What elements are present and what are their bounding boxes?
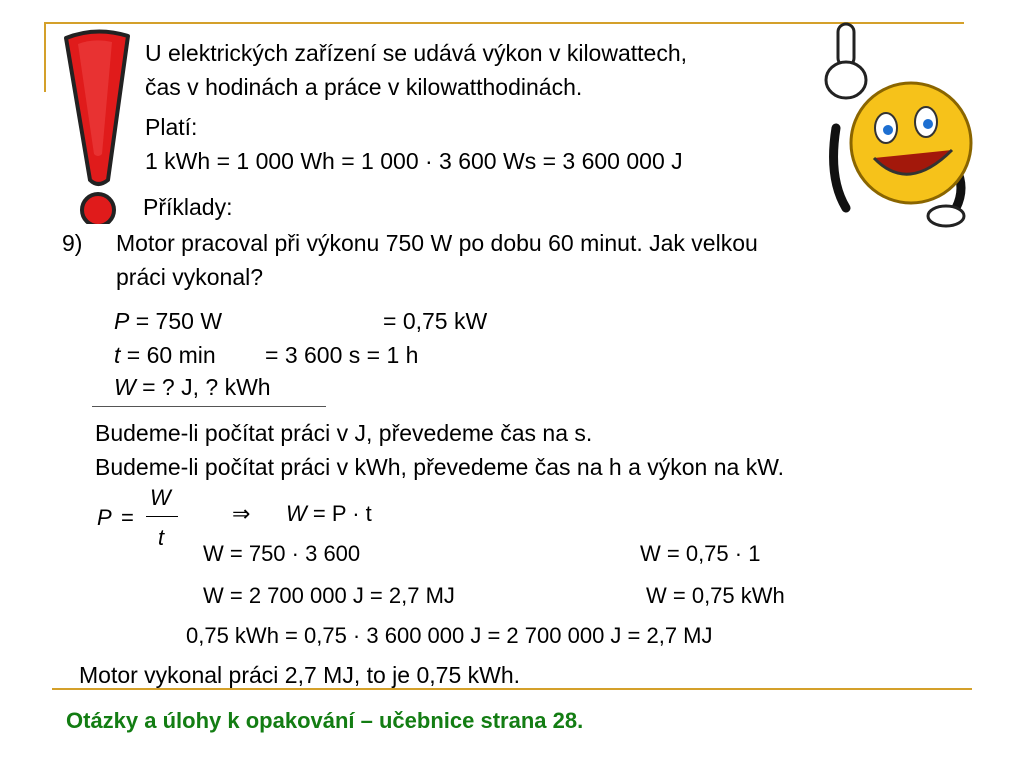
plati-label: Platí:	[145, 114, 198, 140]
given-t-conversion: = 3 600 s = 1 h	[265, 342, 419, 368]
formula-numerator: W	[150, 485, 171, 510]
footer-text: Otázky a úlohy k opakování – učebnice strana 28.	[66, 708, 584, 733]
answer: Motor vykonal práci 2,7 MJ, to je 0,75 kWh.	[79, 662, 521, 688]
note-line-2: Budeme-li počítat práci v kWh, převedeme čas na h a výkon na kW.	[95, 454, 785, 480]
given-t-value: = 60 min	[120, 342, 216, 368]
given-p-value: = 750 W	[135, 308, 223, 334]
fraction-bar	[146, 516, 178, 517]
given-w-row	[114, 374, 271, 400]
formula-result	[286, 502, 372, 526]
examples-heading: Příklady:	[143, 194, 233, 220]
left-rule	[44, 22, 46, 92]
given-w-var: W	[114, 374, 136, 400]
formula-p: P	[97, 505, 112, 530]
calc-joule-2: W = 2 700 000 J = 2,7 MJ	[203, 583, 455, 608]
given-p-var: P	[114, 308, 130, 334]
smiley-pointing-icon	[806, 18, 976, 228]
bottom-rule	[52, 688, 972, 690]
calc-joule-1: W = 750 · 3 600	[203, 541, 361, 566]
given-p-conversion: = 0,75 kW	[383, 308, 488, 334]
example-number: 9)	[62, 230, 83, 256]
intro-line-1: U elektrických zařízení se udává výkon v kilowattech,	[145, 40, 688, 66]
calc-kwh-1: W = 0,75 · 1	[640, 541, 761, 566]
given-w-value: = ? J, ? kWh	[135, 374, 271, 400]
given-p-row	[114, 308, 222, 334]
question-line-1: Motor pracoval při výkonu 750 W po dobu 60 minut. Jak velkou	[116, 230, 758, 256]
calc-kwh-2: W = 0,75 kWh	[646, 583, 785, 608]
implies-arrow: ⇒	[232, 501, 251, 526]
given-t-var: t	[114, 342, 121, 368]
question-line-2: práci vykonal?	[116, 264, 264, 290]
conversion-check: 0,75 kWh = 0,75 · 3 600 000 J = 2 700 000 J = 2,7 MJ	[186, 623, 713, 648]
note-line-1: Budeme-li počítat práci v J, převedeme čas na s.	[95, 420, 593, 446]
given-divider	[92, 406, 326, 407]
formula-equals: =	[121, 505, 134, 530]
formula-denominator: t	[158, 525, 165, 550]
exclamation-icon	[58, 24, 138, 224]
kwh-equation: 1 kWh = 1 000 Wh = 1 000 · 3 600 Ws = 3 600 000 J	[145, 148, 683, 174]
given-t-row	[114, 342, 216, 368]
intro-line-2: čas v hodinách a práce v kilowatthodinách.	[145, 74, 583, 100]
result-rest: = P · t	[306, 501, 372, 526]
result-w-var: W	[286, 501, 307, 526]
